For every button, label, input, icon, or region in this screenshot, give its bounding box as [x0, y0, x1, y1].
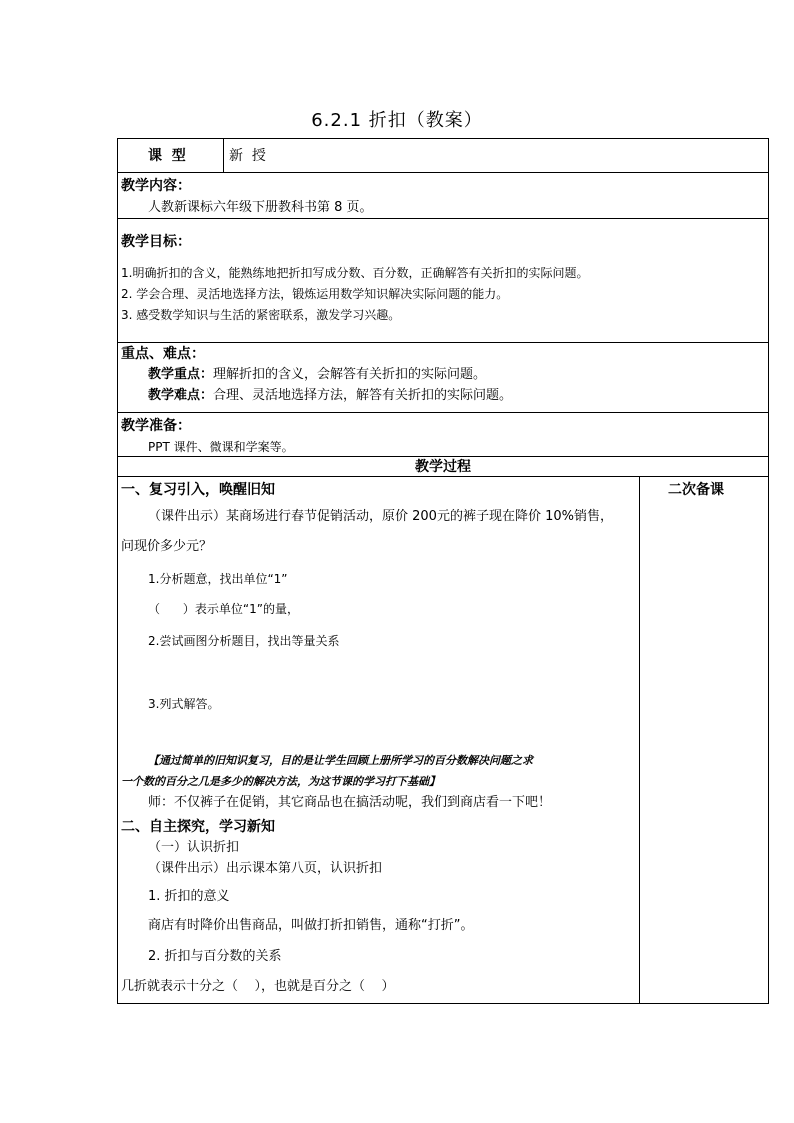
- difficult-point-label: 教学难点：: [148, 388, 214, 403]
- section1-teacher-line: 师：不仅裤子在促销，其它商品也在搞活动呢，我们到商店看一下吧！: [148, 795, 552, 810]
- key-point-line: [148, 367, 486, 383]
- objectives-heading: 教学目标：: [121, 234, 191, 250]
- process-side-divider: [639, 477, 640, 1003]
- key-point-label: 教学重点：: [148, 367, 214, 382]
- side-notes-heading: 二次备课: [668, 482, 724, 498]
- objective-item: 1.明确折扣的含义，能熟练地把折扣写成分数、百分数，正确解答有关折扣的实际问题。: [121, 266, 589, 280]
- lesson-type-row: [118, 139, 768, 173]
- lesson-plan-table: [117, 138, 769, 1004]
- key-points-heading: 重点、难点：: [121, 346, 205, 362]
- process-heading: 教学过程: [415, 459, 471, 475]
- preparation-text: PPT 课件、微课和学案等。: [148, 440, 294, 454]
- section2-line1: （课件出示）出示课本第八页，认识折扣: [148, 861, 383, 876]
- section1-heading: 一、复习引入，唤醒旧知: [121, 482, 275, 498]
- lesson-type-value: 新 授: [229, 148, 266, 164]
- objectives-row: [118, 219, 768, 343]
- section2-heading: 二、自主探究，学习新知: [121, 819, 275, 835]
- content-heading: 教学内容：: [121, 178, 191, 194]
- section2-item1: 1. 折扣的意义: [148, 889, 230, 904]
- objective-item: 3. 感受数学知识与生活的紧密联系，激发学习兴趣。: [121, 308, 401, 322]
- lesson-type-divider: [223, 139, 224, 173]
- section1-note-line2: 一个数的百分之几是多少的解决方法，为这节课的学习打下基础】: [121, 775, 440, 788]
- section1-step1: 1.分析题意，找出单位“1”: [148, 572, 288, 586]
- difficult-point-line: [148, 388, 512, 404]
- section1-step2: 2.尝试画图分析题目，找出等量关系: [148, 634, 340, 648]
- section2-item2-text: 几折就表示十分之（ ），也就是百分之（ ）: [121, 979, 395, 994]
- section2-item1-text: 商店有时降价出售商品，叫做打折扣销售，通称“打折”。: [148, 918, 474, 933]
- preparation-heading: 教学准备：: [121, 418, 191, 434]
- section1-line2: 问现价多少元？: [121, 539, 213, 554]
- difficult-point-text: 合理、灵活地选择方法，解答有关折扣的实际问题。: [213, 388, 513, 403]
- section1-step3: 3.列式解答。: [148, 697, 220, 711]
- page-title: 6.2.1 折扣（教案）: [311, 110, 483, 131]
- section1-step1b: （ ）表示单位“1”的量，: [148, 602, 299, 616]
- lesson-type-label: 课 型: [148, 148, 186, 164]
- section1-line1: （课件出示）某商场进行春节促销活动，原价 200元的裤子现在降价 10%销售，: [148, 509, 613, 524]
- key-point-text: 理解折扣的含义，会解答有关折扣的实际问题。: [213, 367, 487, 382]
- section1-note-line1: 【通过简单的旧知识复习，目的是让学生回顾上册所学习的百分数解决问题之求: [148, 754, 533, 767]
- section2-item2: 2. 折扣与百分数的关系: [148, 949, 282, 964]
- section2-sub1: （一）认识折扣: [148, 840, 240, 855]
- content-text: 人教新课标六年级下册教科书第 8 页。: [148, 200, 373, 215]
- objective-item: 2. 学会合理、灵活地选择方法，锻炼运用数学知识解决实际问题的能力。: [121, 287, 509, 301]
